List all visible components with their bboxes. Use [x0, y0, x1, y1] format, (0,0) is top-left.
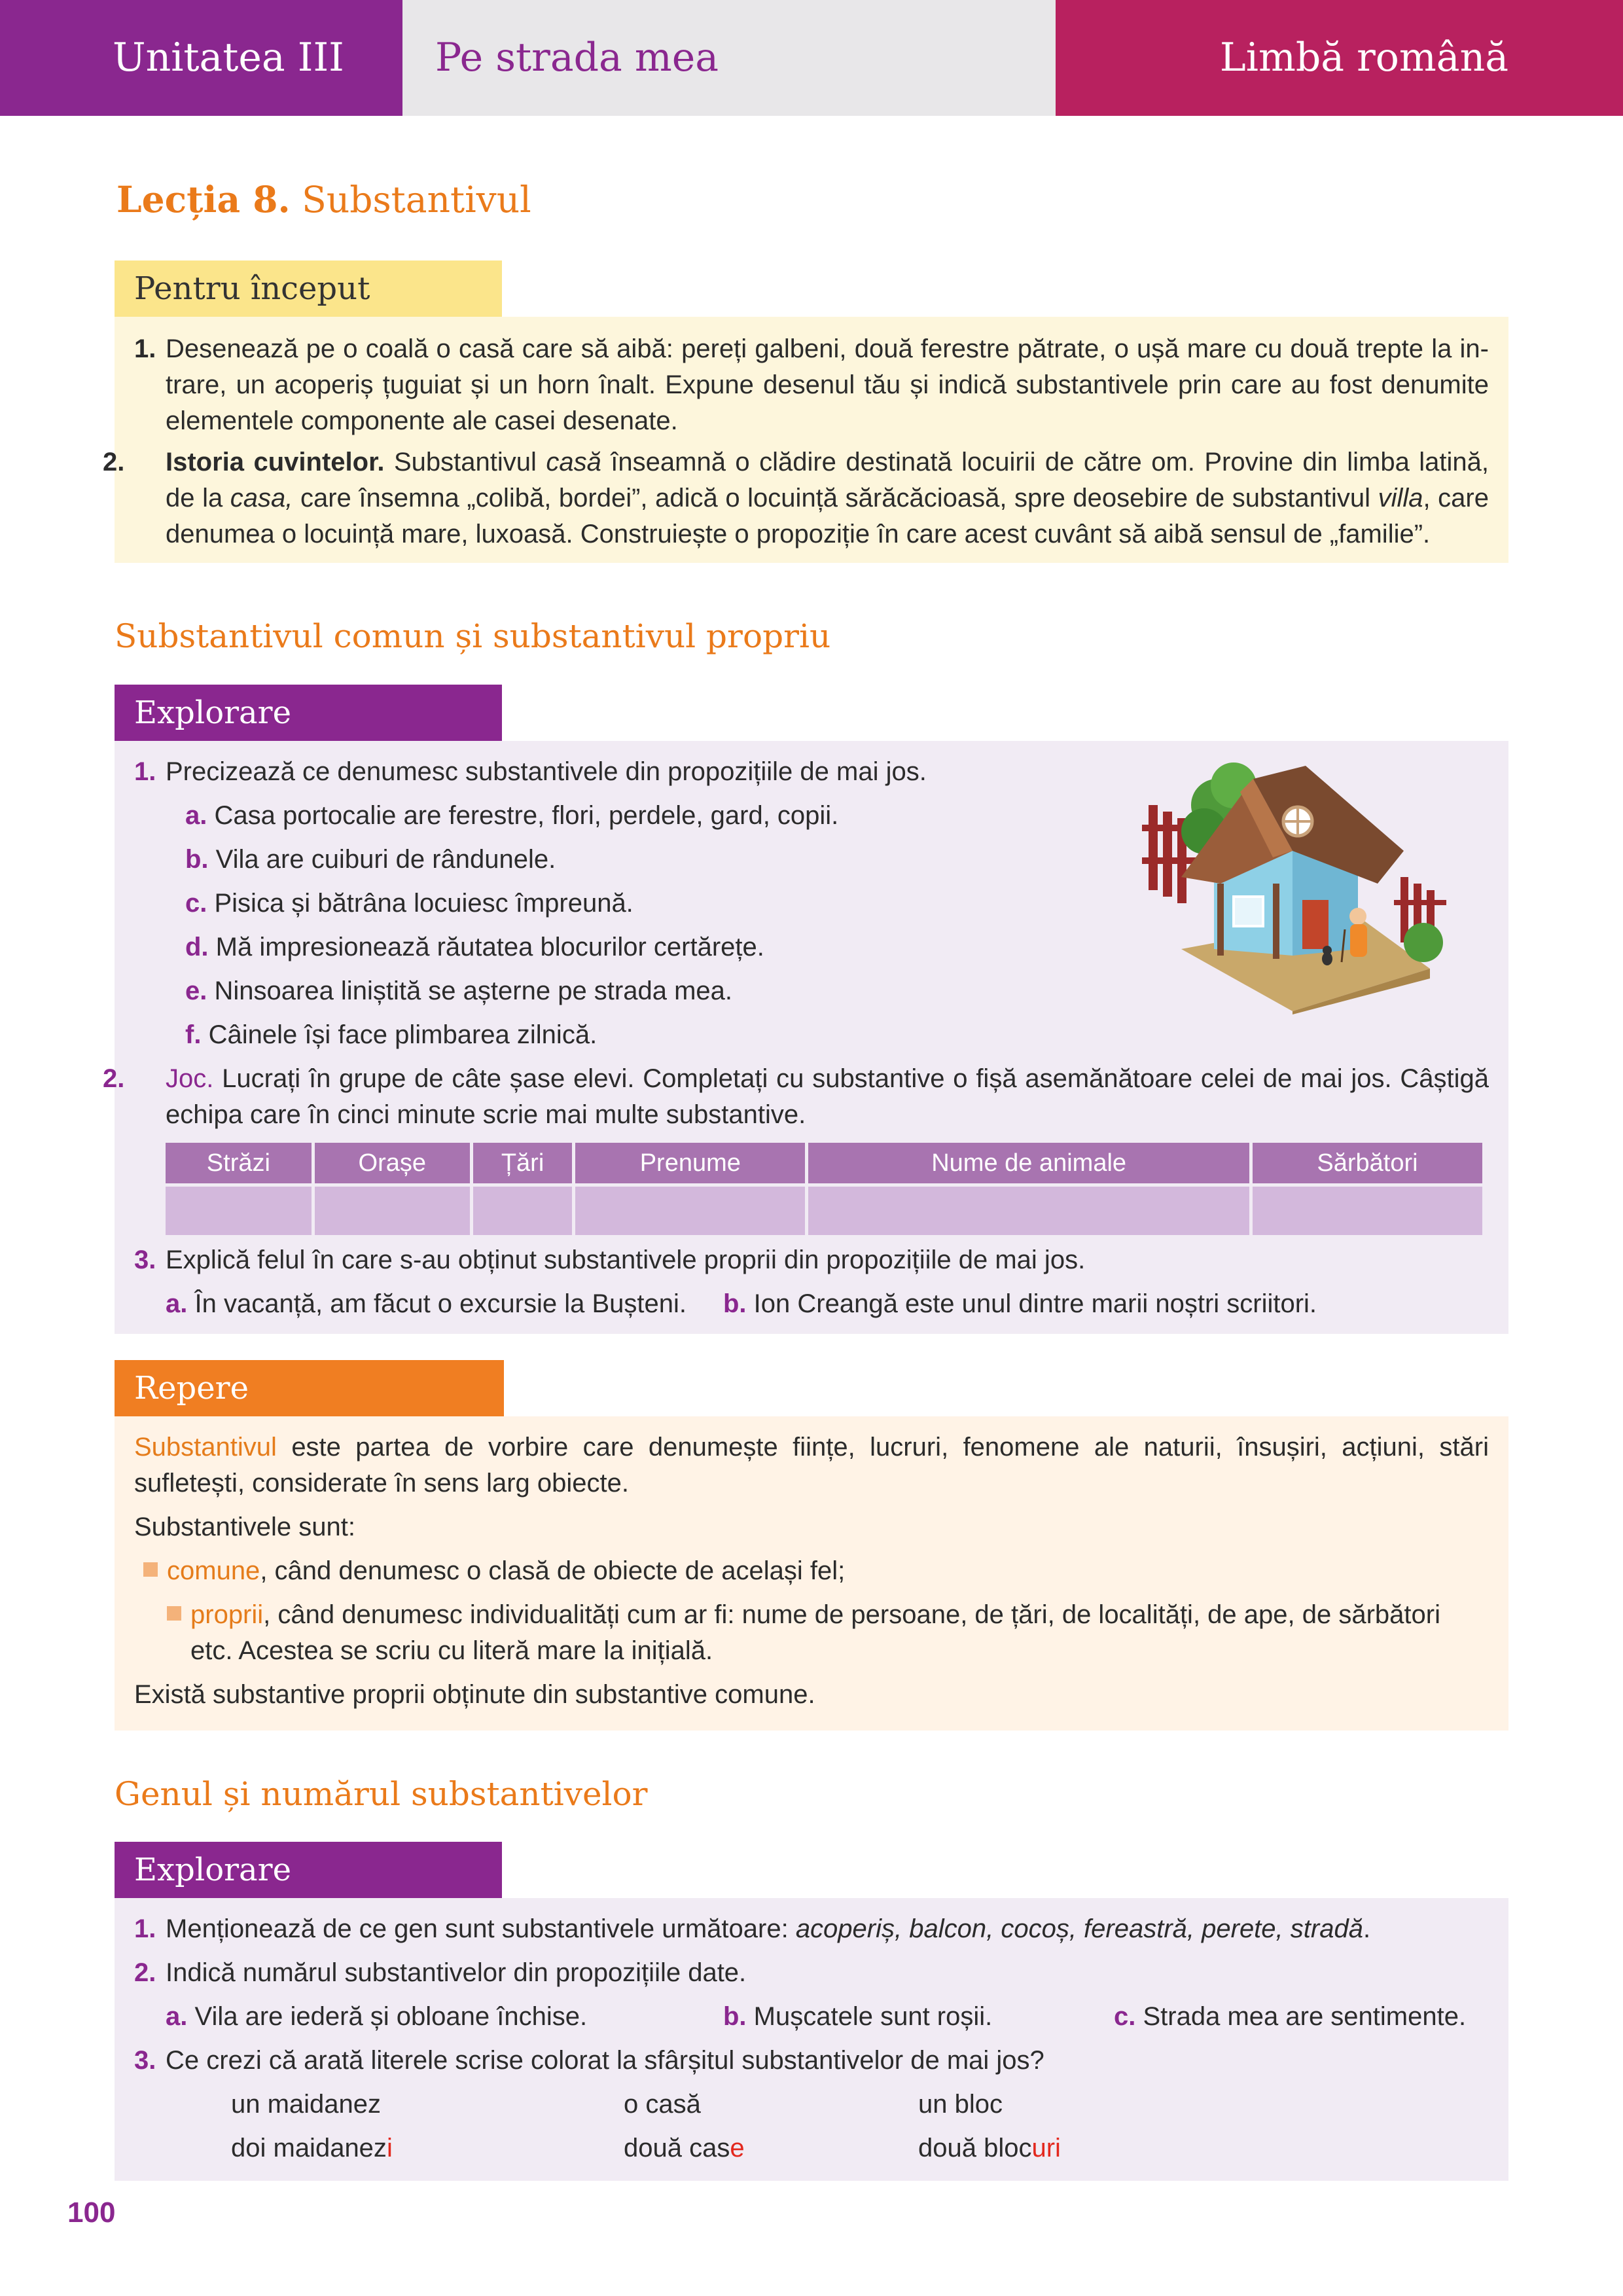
repere-label: Repere	[134, 1370, 249, 1407]
repere-b1-text: , când denumesc o clasă de obiecte de același fel;	[260, 1556, 846, 1585]
s1-a-letter: a.	[185, 801, 207, 830]
s2-q3-plural-row	[134, 2130, 1489, 2166]
repere-last: Există substantive proprii obținute din substantive comune.	[134, 1680, 815, 1709]
repere-b2-text: , când denumesc individualități cum ar fi: nume de persoane, de țări, de localități, de ape, de sărbători etc. Acestea se scriu cu literă mare la inițială.	[190, 1600, 1440, 1665]
explorare-label-2: Explorare	[134, 1852, 291, 1888]
s1-f-letter: f.	[185, 1020, 202, 1049]
plural-2-ending: e	[730, 2134, 745, 2162]
s2-q3-text: Ce crezi că arată literele scrise colorat la sfârșitul substantivelor de mai jos?	[166, 2046, 1044, 2075]
s1-c-text: Pisica și bătrâna locuiesc împreună.	[214, 889, 633, 918]
s2-q1-text: Menționează de ce gen sunt substantivele următoare:	[166, 1914, 796, 1943]
bullet-square	[143, 1562, 158, 1577]
pi-item-1	[134, 331, 1489, 439]
s2-q1	[134, 1911, 1489, 1947]
col-sarbatori: Sărbători	[1253, 1143, 1482, 1183]
s1-d-letter: d.	[185, 933, 209, 961]
plural-1-ending: i	[386, 2134, 393, 2162]
cell-prenume[interactable]	[575, 1187, 805, 1235]
s2-q1-italic: acoperiș, balcon, cocoș, fereastră, perete, stradă	[795, 1914, 1363, 1943]
header-unit	[0, 0, 402, 116]
singular-3: un bloc	[918, 2090, 1003, 2119]
cell-strazi[interactable]	[166, 1187, 312, 1235]
singular-2: o casă	[624, 2090, 701, 2119]
repere-bullet-2	[134, 1597, 1489, 1669]
plural-2-stem: două cas	[624, 2134, 730, 2162]
col-orase: Orașe	[315, 1143, 470, 1183]
repere-b1-word: comune	[167, 1556, 260, 1585]
s1-q3-a-letter: a.	[166, 1289, 188, 1318]
col-tari: Țări	[473, 1143, 573, 1183]
plural-1-stem: doi maidanez	[231, 2134, 387, 2162]
s1-q3-a-text: În vacanță, am făcut o excursie la Bușteni.	[194, 1289, 687, 1318]
explorare-box-2	[115, 1898, 1508, 2181]
s1-q1-f	[134, 1017, 1489, 1053]
s1-a-text: Casa portocalie are ferestre, flori, perdele, gard, copii.	[214, 801, 839, 830]
page-number: 100	[67, 2197, 116, 2229]
repere-bullet-1	[134, 1553, 1489, 1589]
pi-i2: casa,	[230, 484, 293, 512]
s1-b-letter: b.	[185, 845, 209, 874]
s1-q3-a	[166, 1286, 687, 1322]
bullet-square	[167, 1606, 181, 1621]
cell-sarbatori[interactable]	[1253, 1187, 1482, 1235]
explorare-tag-2	[115, 1842, 502, 1898]
plural-3-ending: uri	[1031, 2134, 1061, 2162]
pentru-inceput-box	[103, 317, 1508, 563]
col-prenume: Prenume	[575, 1143, 805, 1183]
header-subject	[1056, 0, 1623, 116]
s2-q2-options	[134, 1999, 1489, 2035]
repere-box	[115, 1416, 1508, 1731]
repere-def-text: este partea de vorbire care denumește ființe, lucruri, fenomene ale naturii, însușiri, acțiuni, stări sufletești, considerate în sens larg obiecte.	[134, 1433, 1489, 1498]
pi-item-2	[103, 444, 1489, 552]
s1-q1-text: Precizează ce denumesc substantivele din propozițiile de mai jos.	[166, 757, 927, 786]
subject-label: Limbă română	[1219, 35, 1508, 81]
lesson-name: Substantivul	[290, 179, 531, 221]
header-unit-title	[402, 0, 1056, 116]
pi-bold-2: Istoria cuvintelor.	[166, 448, 385, 476]
s1-q1-num: 1.	[134, 757, 156, 786]
names-table	[162, 1139, 1486, 1238]
table-row	[166, 1187, 1482, 1235]
s2-q2	[134, 1955, 1489, 1991]
s1-q3-b	[723, 1286, 1317, 1322]
section-gender-number-title: Genul și numărul substantivelor	[115, 1775, 648, 1813]
s1-q3-text: Explică felul în care s-au obținut substantivele proprii din propozițiile de mai jos.	[166, 1246, 1086, 1274]
plural-2	[624, 2130, 745, 2166]
pi-t4: , care denumea o locuință mare, luxoasă. Construiește o propoziție în care acest cuvânt să aibă sensul de „familie”.	[166, 484, 1489, 548]
col-strazi: Străzi	[166, 1143, 312, 1183]
pi-i1: casă	[546, 448, 601, 476]
s2-q2-a-text: Vila are iederă și obloane închise.	[194, 2002, 588, 2031]
pi-i3: villa	[1378, 484, 1423, 512]
section-common-proper-title: Substantivul comun și substantivul propriu	[115, 617, 831, 655]
s1-q3-b-letter: b.	[723, 1289, 747, 1318]
lesson-label: Lecția 8.	[116, 178, 291, 221]
s1-c-letter: c.	[185, 889, 207, 918]
s2-q2-b	[723, 1999, 992, 2035]
s2-q2-text: Indică numărul substantivelor din propozițiile date.	[166, 1958, 747, 1987]
s2-q3	[134, 2043, 1489, 2079]
house-illustration	[1142, 753, 1459, 1014]
s1-e-text: Ninsoarea liniștită se așterne pe strada mea.	[214, 977, 733, 1005]
s1-b-text: Vila are cuiburi de rândunele.	[215, 845, 556, 874]
s2-q1-end: .	[1363, 1914, 1371, 1943]
singular-1: un maidanez	[231, 2090, 382, 2119]
s2-q1-num: 1.	[134, 1914, 156, 1943]
repere-b2-word: proprii	[190, 1600, 264, 1629]
s1-f-text: Câinele își face plimbarea zilnică.	[208, 1020, 597, 1049]
pentru-inceput-label: Pentru început	[134, 270, 370, 307]
pi-t1: Substantivul	[384, 448, 546, 476]
repere-tag	[115, 1360, 504, 1416]
s1-q3-num: 3.	[134, 1246, 156, 1274]
s2-q2-c	[1114, 1999, 1466, 2035]
s2-q2-a	[166, 1999, 587, 2035]
s1-e-letter: e.	[185, 977, 207, 1005]
repere-sunt: Substantivele sunt:	[134, 1513, 355, 1541]
plural-3	[918, 2130, 1061, 2166]
s2-q2-c-letter: c.	[1114, 2002, 1136, 2031]
pentru-inceput-tag	[115, 260, 502, 317]
cell-orase[interactable]	[315, 1187, 470, 1235]
cell-animale[interactable]	[808, 1187, 1249, 1235]
s2-q2-c-text: Strada mea are sentimente.	[1143, 2002, 1467, 2031]
s2-q2-b-letter: b.	[723, 2002, 747, 2031]
unit-title: Pe strada mea	[435, 35, 719, 81]
cell-tari[interactable]	[473, 1187, 573, 1235]
plural-1	[231, 2130, 393, 2166]
s1-d-text: Mă impresionează răutatea blocurilor certărețe.	[215, 933, 764, 961]
pi-text-1: Desenează pe o coală o casă care să aibă: pereți galbeni, două ferestre pătrate, o ușă mare cu două trepte la in-trare, un acoperiș țuguiat și un horn înalt. Expune desenul tău și indică substantivele prin care au fost denumite elementele componente ale casei desenate.	[166, 334, 1489, 435]
pi-t2: înseamnă o clădire destinată locuirii de către om. Provine din limba latină, de la	[166, 448, 1489, 512]
s2-q2-num: 2.	[134, 1958, 156, 1987]
col-animale: Nume de animale	[808, 1143, 1249, 1183]
explorare-label-1: Explorare	[134, 694, 291, 731]
lesson-title	[116, 178, 531, 221]
table-header-row	[166, 1143, 1482, 1183]
s1-q2-text: Lucrați în grupe de câte șase elevi. Completați cu substantive o fișă asemănătoare celei de mai jos. Câștigă echipa care în cinci minute scrie mai multe substantive.	[166, 1064, 1489, 1129]
plural-3-stem: două bloc	[918, 2134, 1032, 2162]
s1-q3	[134, 1242, 1085, 1278]
pi-t3: care însemna „colibă, bordei”, adică o locuință sărăcăcioasă, spre deosebire de substantivul	[293, 484, 1378, 512]
s2-q2-b-text: Mușcatele sunt roșii.	[753, 2002, 993, 2031]
s1-q2-num: 2.	[103, 1064, 125, 1093]
pi-num-2: 2.	[103, 448, 125, 476]
s1-q2	[103, 1061, 1489, 1133]
pi-num-1: 1.	[134, 334, 156, 363]
s2-q3-num: 3.	[134, 2046, 156, 2075]
explorare-tag-1	[115, 685, 502, 741]
s1-q2-label: Joc.	[166, 1064, 214, 1093]
s1-q3-b-text: Ion Creangă este unul dintre marii noștri scriitori.	[753, 1289, 1317, 1318]
s2-q3-singular-row	[134, 2087, 1489, 2123]
repere-def-word: Substantivul	[134, 1433, 277, 1462]
unit-label: Unitatea III	[113, 35, 344, 81]
s2-q2-a-letter: a.	[166, 2002, 188, 2031]
repere-definition	[134, 1429, 1489, 1501]
